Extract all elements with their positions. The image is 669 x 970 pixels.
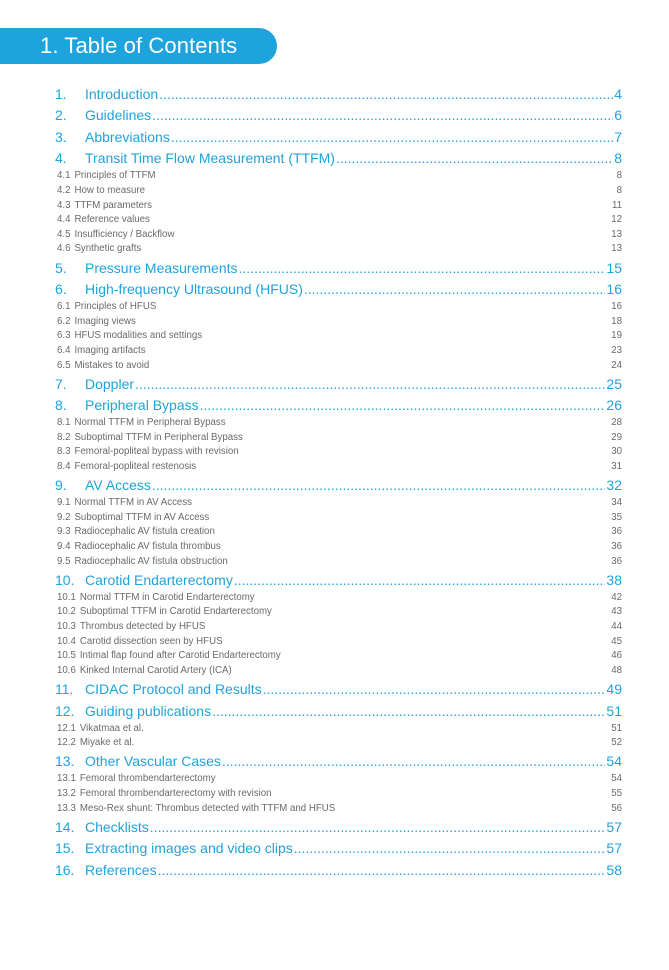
toc-page-number: 23 <box>611 344 622 356</box>
toc-page-number: 16 <box>611 301 622 313</box>
toc-page-number: 31 <box>611 461 622 473</box>
toc-entry-number: 9. <box>55 477 67 494</box>
toc-entry-label: Normal TTFM in Peripheral Bypass <box>74 417 226 429</box>
toc-subentry[interactable] <box>55 773 622 788</box>
toc-dot-leader <box>263 681 606 697</box>
toc-page-number: 13 <box>611 228 622 240</box>
toc-entry[interactable] <box>55 397 622 417</box>
toc-page-number: 32 <box>606 477 622 494</box>
page-title: 1. Table of Contents <box>40 33 238 58</box>
toc-subentry[interactable] <box>55 360 622 375</box>
toc-entry-label: CIDAC Protocol and Results <box>85 680 262 697</box>
toc-page-number: 56 <box>611 802 622 814</box>
toc-dot-leader <box>212 703 605 719</box>
toc-entry-number: 2. <box>55 107 67 124</box>
toc-entry-label: Transit Time Flow Measurement (TTFM) <box>85 150 335 167</box>
toc-page-number: 36 <box>611 541 622 553</box>
toc-entry-number: 13.2 <box>57 787 76 799</box>
toc-entry-label: Suboptimal TTFM in Peripheral Bypass <box>74 431 243 443</box>
toc-entry[interactable] <box>55 107 622 127</box>
toc-subentry[interactable] <box>55 723 622 738</box>
toc-subentry[interactable] <box>55 316 622 331</box>
toc-entry[interactable] <box>55 86 622 106</box>
toc-entry-number: 4.5 <box>57 228 71 240</box>
toc-entry-number: 8.1 <box>57 417 71 429</box>
toc-subentry[interactable] <box>55 417 622 432</box>
toc-page-number: 11 <box>611 199 622 211</box>
toc-entry-number: 13. <box>55 753 75 770</box>
toc-page-number: 58 <box>606 861 622 878</box>
toc-entry-number: 6.1 <box>57 301 71 313</box>
toc-entry-label: High-frequency Ultrasound (HFUS) <box>85 281 303 298</box>
toc-entry-label: Femoral-popliteal restenosis <box>74 461 197 473</box>
toc-entry-label: Suboptimal TTFM in Carotid Endarterectomy <box>79 606 272 618</box>
toc-entry-number: 10.3 <box>57 621 76 632</box>
toc-entry-number: 14. <box>55 818 75 835</box>
toc-page-number: 35 <box>611 511 622 523</box>
toc-entry-label: Extracting images and video clips <box>85 840 293 857</box>
toc-entry-number: 6.2 <box>57 315 71 327</box>
toc-page-number: 51 <box>611 722 622 734</box>
toc-entry-label: Synthetic grafts <box>74 243 142 255</box>
toc-subentry[interactable] <box>55 345 622 360</box>
toc-page-number: 36 <box>611 526 622 538</box>
toc-subentry[interactable] <box>55 803 622 818</box>
toc-subentry[interactable] <box>55 592 622 607</box>
toc-entry-label: Other Vascular Cases <box>85 753 221 770</box>
toc-page-number: 6 <box>614 107 622 124</box>
toc-entry-number: 9.5 <box>57 555 71 567</box>
toc-page-number: 18 <box>611 315 622 327</box>
toc-dot-leader <box>222 753 606 769</box>
toc-entry[interactable] <box>55 862 622 882</box>
toc-subentry[interactable] <box>55 432 622 447</box>
toc-subentry[interactable] <box>55 737 622 752</box>
toc-entry-label: Intimal flap found after Carotid Endarterectomy <box>79 650 281 662</box>
toc-entry[interactable] <box>55 819 622 839</box>
toc-dot-leader <box>304 281 606 297</box>
toc-entry-number: 6.4 <box>57 344 71 356</box>
toc-page-number: 49 <box>606 680 622 697</box>
toc-page-number: 52 <box>611 737 622 749</box>
toc-page-number: 44 <box>611 621 622 632</box>
toc-entry-number: 13.1 <box>57 773 76 785</box>
toc-entry-label: Guiding publications <box>85 702 212 719</box>
toc-entry[interactable] <box>55 129 622 149</box>
toc-entry-number: 12.2 <box>57 737 76 749</box>
toc-entry-label: Radiocephalic AV fistula obstruction <box>74 555 228 567</box>
toc-page-number: 19 <box>611 330 622 342</box>
toc-entry-label: References <box>85 861 157 878</box>
toc-entry-label: AV Access <box>85 477 151 494</box>
toc-subentry[interactable] <box>55 461 622 476</box>
toc-entry-number: 6.3 <box>57 330 71 342</box>
toc-entry[interactable] <box>55 150 622 170</box>
toc-dot-leader <box>171 129 613 145</box>
toc-entry-number: 4. <box>55 150 67 167</box>
toc-entry-label: Normal TTFM in Carotid Endarterectomy <box>79 591 255 603</box>
toc-dot-leader <box>159 86 613 102</box>
toc-subentry[interactable] <box>55 243 622 258</box>
toc-entry-number: 13.3 <box>57 802 76 814</box>
toc-dot-leader <box>152 107 613 123</box>
toc-entry-label: Insufficiency / Backflow <box>74 228 175 240</box>
toc-entry-label: Principles of HFUS <box>74 301 157 313</box>
toc-page-number: 4 <box>614 85 622 102</box>
toc-entry-number: 9.3 <box>57 526 71 538</box>
toc-entry-number: 4.2 <box>57 184 71 196</box>
toc-entry[interactable] <box>55 840 622 860</box>
toc-entry[interactable] <box>55 376 622 396</box>
toc-entry-label: Kinked Internal Carotid Artery (ICA) <box>79 664 232 676</box>
toc-page-number: 48 <box>611 664 622 676</box>
toc-page-number: 24 <box>611 359 622 371</box>
toc-entry-label: HFUS modalities and settings <box>74 330 203 342</box>
toc-entry-label: Imaging artifacts <box>74 344 146 356</box>
toc-entry-label: Pressure Measurements <box>85 259 238 276</box>
toc-entry-number: 7. <box>55 375 67 392</box>
toc-subentry[interactable] <box>55 512 622 527</box>
toc-entry-label: Guidelines <box>85 107 152 124</box>
toc-entry-number: 10.5 <box>57 650 76 662</box>
toc-page-number: 54 <box>611 773 622 785</box>
toc-page-number: 38 <box>606 571 622 588</box>
toc-page-number: 45 <box>611 635 622 647</box>
toc-page-number: 46 <box>611 650 622 662</box>
toc-subentry[interactable] <box>55 170 622 185</box>
toc-entry-number: 15. <box>55 840 75 857</box>
toc-entry-label: Abbreviations <box>85 128 170 145</box>
toc-entry-number: 6. <box>55 281 67 298</box>
toc-entry-label: Imaging views <box>74 315 136 327</box>
toc-dot-leader <box>150 819 606 835</box>
toc-page-number: 16 <box>606 281 622 298</box>
toc-entry-number: 5. <box>55 259 67 276</box>
toc-page-number: 12 <box>611 214 622 226</box>
toc-entry-number: 4.4 <box>57 214 71 226</box>
section-title-banner <box>0 28 277 64</box>
toc-entry-number: 11. <box>55 680 74 697</box>
toc-entry-label: TTFM parameters <box>74 199 152 211</box>
toc-page-number: 26 <box>606 397 622 414</box>
toc-page-number: 28 <box>611 417 622 429</box>
toc-page-number: 8 <box>614 150 622 167</box>
toc-subentry[interactable] <box>55 541 622 556</box>
toc-page-number: 8 <box>616 170 622 182</box>
toc-entry[interactable] <box>55 281 622 301</box>
toc-dot-leader <box>135 376 605 392</box>
toc-entry-label: Peripheral Bypass <box>85 397 199 414</box>
toc-dot-leader <box>152 477 606 493</box>
toc-entry-label: Principles of TTFM <box>74 170 156 182</box>
toc-subentry[interactable] <box>55 301 622 316</box>
toc-subentry[interactable] <box>55 214 622 229</box>
toc-page-number: 7 <box>614 128 622 145</box>
toc-entry-label: Meso-Rex shunt: Thrombus detected with TTFM and HFUS <box>79 802 336 814</box>
toc-entry-number: 8.2 <box>57 431 71 443</box>
toc-subentry[interactable] <box>55 665 622 680</box>
toc-entry-label: Doppler <box>85 375 135 392</box>
toc-entry-number: 9.2 <box>57 511 71 523</box>
toc-subentry[interactable] <box>55 497 622 512</box>
toc-entry[interactable] <box>55 703 622 723</box>
toc-entry[interactable] <box>55 260 622 280</box>
toc-dot-leader <box>158 862 606 878</box>
toc-entry-number: 10.2 <box>57 606 76 618</box>
toc-entry-number: 9.4 <box>57 541 71 553</box>
toc-entry-number: 12.1 <box>57 722 76 734</box>
toc-page-number: 55 <box>611 787 622 799</box>
toc-entry-label: Carotid Endarterectomy <box>85 571 233 588</box>
toc-entry[interactable] <box>55 572 622 592</box>
toc-entry-label: Normal TTFM in AV Access <box>74 497 192 509</box>
toc-entry-number: 4.6 <box>57 243 71 255</box>
toc-entry-number: 1. <box>55 85 67 102</box>
toc-entry-label: Mistakes to avoid <box>74 359 150 371</box>
toc-entry-label: Suboptimal TTFM in AV Access <box>74 511 210 523</box>
toc-entry-label: Femoral-popliteal bypass with revision <box>74 446 239 458</box>
toc-page-number: 57 <box>606 840 622 857</box>
toc-page-number: 54 <box>606 753 622 770</box>
toc-page-number: 15 <box>606 259 622 276</box>
toc-entry-number: 8.4 <box>57 461 71 473</box>
toc-dot-leader <box>234 572 606 588</box>
toc-page-number: 34 <box>611 497 622 509</box>
toc-entry-number: 8.3 <box>57 446 71 458</box>
toc-entry[interactable] <box>55 753 622 773</box>
toc-dot-leader <box>200 397 606 413</box>
toc-entry-number: 8. <box>55 397 67 414</box>
toc-entry-number: 10.1 <box>57 591 76 603</box>
toc-page-number: 42 <box>611 591 622 603</box>
toc-entry-number: 12. <box>55 702 75 719</box>
toc-subentry[interactable] <box>55 556 622 571</box>
toc-entry-label: Radiocephalic AV fistula thrombus <box>74 541 221 553</box>
toc-entry-label: Carotid dissection seen by HFUS <box>79 635 223 647</box>
toc-subentry[interactable] <box>55 229 622 244</box>
toc-subentry[interactable] <box>55 330 622 345</box>
toc-page-number: 29 <box>611 431 622 443</box>
toc-subentry[interactable] <box>55 606 622 621</box>
toc-entry-label: Miyake et al. <box>79 737 135 749</box>
toc-subentry[interactable] <box>55 621 622 636</box>
toc-entry-number: 4.1 <box>57 170 71 182</box>
table-of-contents <box>55 84 622 882</box>
toc-entry[interactable] <box>55 681 622 701</box>
toc-subentry[interactable] <box>55 650 622 665</box>
toc-subentry[interactable] <box>55 526 622 541</box>
toc-subentry[interactable] <box>55 185 622 200</box>
toc-entry-number: 16. <box>55 861 75 878</box>
toc-entry-label: Reference values <box>74 214 150 226</box>
toc-page-number: 30 <box>611 446 622 458</box>
toc-page-number: 36 <box>611 555 622 567</box>
toc-entry-label: How to measure <box>74 184 146 196</box>
toc-page-number: 43 <box>611 606 622 618</box>
toc-entry-label: Checklists <box>85 818 149 835</box>
toc-entry-number: 6.5 <box>57 359 71 371</box>
toc-dot-leader <box>239 260 606 276</box>
toc-entry-number: 9.1 <box>57 497 71 509</box>
toc-entry-label: Introduction <box>85 85 159 102</box>
toc-subentry[interactable] <box>55 788 622 803</box>
toc-page-number: 57 <box>606 818 622 835</box>
toc-page-number: 13 <box>611 243 622 255</box>
toc-page-number: 51 <box>606 702 622 719</box>
toc-entry-number: 3. <box>55 128 67 145</box>
toc-subentry[interactable] <box>55 636 622 651</box>
toc-entry-label: Femoral thrombendarterectomy <box>79 773 216 785</box>
toc-entry-label: Thrombus detected by HFUS <box>79 621 206 632</box>
toc-page-number: 25 <box>606 375 622 392</box>
toc-entry-number: 10.4 <box>57 635 76 647</box>
toc-entry-number: 10. <box>55 571 75 588</box>
toc-entry-label: Femoral thrombendarterectomy with revision <box>79 787 272 799</box>
toc-entry-label: Vikatmaa et al. <box>79 722 144 734</box>
toc-entry-number: 10.6 <box>57 664 76 676</box>
toc-entry-number: 4.3 <box>57 199 71 211</box>
toc-subentry[interactable] <box>55 446 622 461</box>
toc-entry[interactable] <box>55 477 622 497</box>
toc-subentry[interactable] <box>55 200 622 215</box>
toc-page-number: 8 <box>616 184 622 196</box>
toc-entry-label: Radiocephalic AV fistula creation <box>74 526 215 538</box>
toc-dot-leader <box>294 840 606 856</box>
toc-dot-leader <box>336 150 613 166</box>
